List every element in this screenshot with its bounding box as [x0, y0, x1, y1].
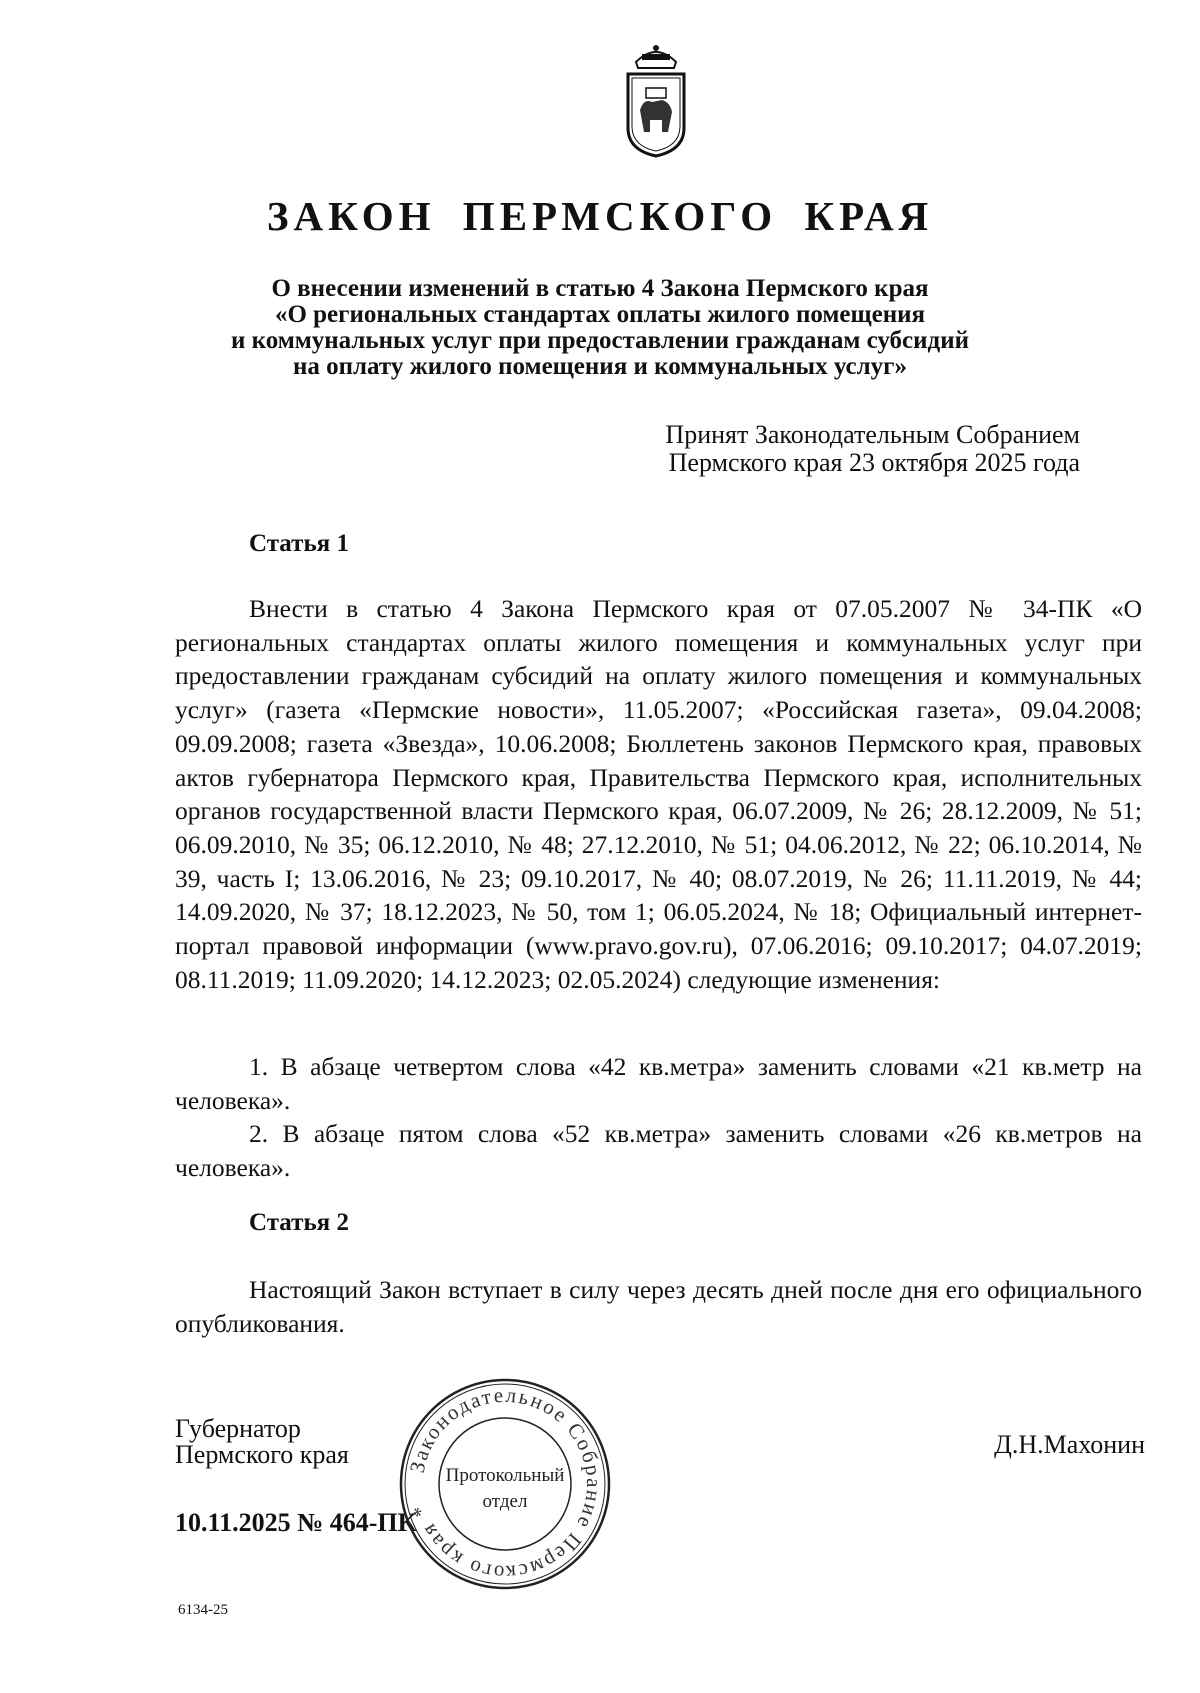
stamp-ring-text: Законодательное Собрание Пермского края *: [404, 1382, 607, 1586]
subtitle-line: на оплату жилого помещения и коммунальных услуг»: [292, 353, 908, 380]
subtitle-line: и коммунальных услуг при предоставлении гражданам субсидий: [230, 327, 970, 354]
adoption-line: Пермского края 23 октября 2025 года: [668, 448, 1080, 477]
governor-line: Пермского края: [175, 1440, 349, 1469]
coat-of-arms-icon: [622, 40, 690, 158]
law-number: 10.11.2025 № 464-ПК: [175, 1508, 417, 1537]
governor-line: Губернатор: [175, 1414, 301, 1443]
subtitle-line: О внесении изменений в статью 4 Закона Пермского края: [271, 275, 929, 302]
law-subtitle: [150, 276, 1050, 380]
article-2-heading: Статья 2: [249, 1209, 349, 1236]
adoption-note: [665, 421, 1080, 477]
article-2-text: Настоящий Закон вступает в силу через десять дней после дня его официального опубликования.: [175, 1275, 1142, 1338]
law-title: ЗАКОН ПЕРМСКОГО КРАЯ: [266, 193, 934, 239]
article-1-item-2: 2. В абзаце пятом слова «52 кв.метра» заменить словами «26 кв.метров на человека».: [175, 1119, 1142, 1182]
official-stamp: [398, 1377, 612, 1591]
article-1-item-1: 1. В абзаце четвертом слова «42 кв.метра» заменить словами «21 кв.метр на человека».: [175, 1052, 1142, 1115]
article-1-intro: Внести в статью 4 Закона Пермского края от 07.05.2007 № 34-ПК «О региональных стандартах оплаты жилого помещения и коммунальных услуг при предоставлении гражданам субсидий на оплату жилого помещения и коммунальных услуг» (газета «Пермские новости», 11.05.2007; «Российская газета», 09.04.2008; 09.09.2008; газета «Звезда», 10.06.2008; Бюллетень законов Пермского края, правовых актов губернатора Пермского края, Правительства Пермского края, исполнительных органов государственной власти Пермского края, 06.07.2009, № 26; 28.12.2009, № 51; 06.09.2010, № 35; 06.12.2010, № 48; 27.12.2010, № 51; 04.06.2012, № 22; 06.10.2014, № 39, часть I; 13.06.2016, № 23; 09.10.2017, № 40; 08.07.2019, № 26; 11.11.2019, № 44; 14.09.2020, № 37; 18.12.2023, № 50, том 1; 06.05.2024, № 18; Официальный интернет-портал правовой информации (www.pravo.gov.ru), 07.06.2016; 09.10.2017; 04.07.2019; 08.11.2019; 11.09.2020; 14.12.2023; 02.05.2024) следующие изменения:: [175, 594, 1142, 994]
subtitle-line: «О региональных стандартах оплаты жилого помещения: [274, 301, 926, 328]
article-1-heading: Статья 1: [249, 530, 349, 557]
adoption-line: Принят Законодательным Собранием: [665, 420, 1080, 449]
governor-title: [175, 1416, 349, 1468]
stamp-inner-line: Протокольный: [445, 1465, 565, 1486]
stamp-inner-line: отдел: [482, 1491, 528, 1512]
document-code: 6134-25: [178, 1602, 228, 1618]
signer-name: Д.Н.Махонин: [994, 1430, 1145, 1459]
